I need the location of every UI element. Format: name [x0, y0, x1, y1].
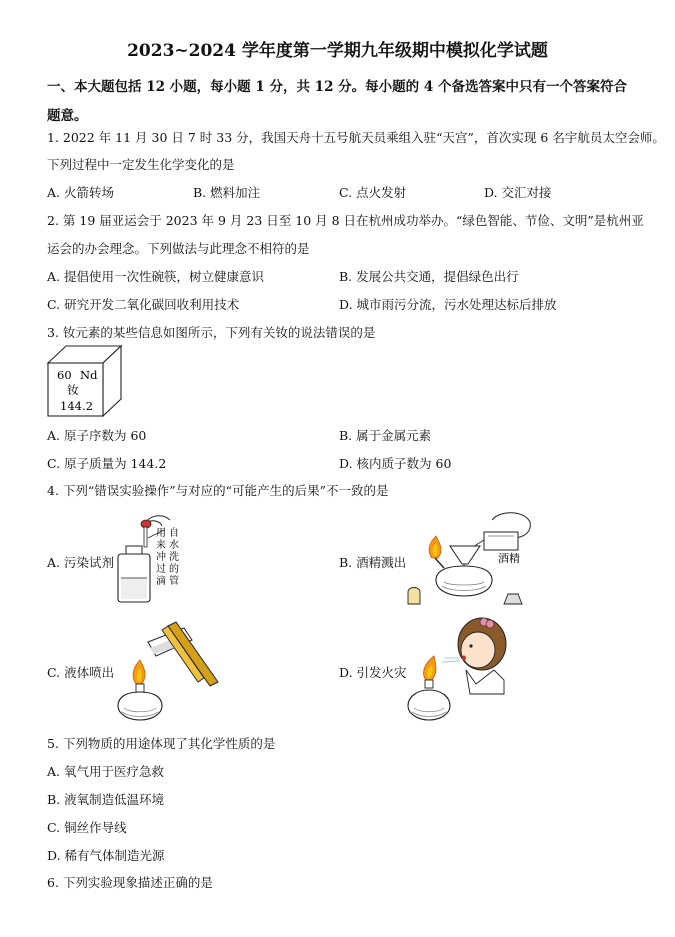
element-symbol: Nd: [80, 368, 98, 382]
q3-option-c: C. 原子质量为 144.2: [47, 456, 167, 471]
q3-stem-line1: 3. 钕元素的某些信息如图所示，下列有关钕的说法错误的是: [47, 325, 376, 340]
q1-stem-line2: 下列过程中一定发生化学变化的是: [47, 157, 235, 172]
q2-stem-line1: 2. 第 19 届亚运会于 2023 年 9 月 23 日至 10 月 8 日在杭州成功举办。“绿色智能、节俭、文明”是杭州亚: [47, 213, 644, 228]
figa-label-3: 来: [156, 540, 166, 551]
q3-option-d: D. 核内质子数为 60: [339, 456, 452, 471]
figa-label-8: 的: [169, 564, 179, 575]
q4-option-a: A. 污染试剂: [47, 555, 114, 570]
section-header-line2: 题意。: [47, 108, 88, 124]
q5-option-d: D. 稀有气体制造光源: [47, 848, 165, 863]
q3-option-a: A. 原子序数为 60: [47, 428, 147, 443]
figa-label-10: 管: [169, 576, 179, 587]
q1-option-c: C. 点火发射: [339, 185, 407, 200]
figa-label-6: 洗: [169, 552, 179, 563]
element-number: 60: [57, 368, 72, 382]
q1-option-a: A. 火箭转场: [47, 185, 114, 200]
q3-option-b: B. 属于金属元素: [339, 428, 432, 443]
figa-label-1: 用: [156, 528, 166, 539]
q2-stem-line2: 运会的办会理念。下列做法与此理念不相符的是: [47, 241, 310, 256]
q1-stem-line1: 1. 2022 年 11 月 30 日 7 时 33 分，我国天舟十五号航天员乘组入驻“天宫”，首次实现 6 名宇航员太空会师。: [47, 130, 665, 145]
q1-option-b: B. 燃料加注: [193, 185, 261, 200]
figure-c-heating-test-tube: [108, 618, 220, 726]
q5-option-b: B. 液氧制造低温环境: [47, 792, 165, 807]
figa-label-5: 冲: [156, 552, 166, 563]
figa-label-4: 水: [169, 540, 179, 551]
q1-option-d: D. 交汇对接: [484, 185, 552, 200]
element-name: 钕: [67, 383, 79, 397]
q2-option-c: C. 研究开发二氧化碳回收利用技术: [47, 297, 240, 312]
q5-option-a: A. 氧气用于医疗急救: [47, 764, 164, 779]
q4-option-c: C. 液体喷出: [47, 665, 115, 680]
figure-d-blowing-lamp: [404, 614, 524, 726]
figb-label-alcohol: 酒精: [498, 552, 520, 565]
q2-option-d: D. 城市雨污分流，污水处理达标后排放: [339, 297, 557, 312]
section-header-line1: 一、本大题包括 12 小题，每小题 1 分，共 12 分。每小题的 4 个备选答案中只有一个答案符合: [47, 79, 627, 95]
q2-option-a: A. 提倡使用一次性碗筷，树立健康意识: [47, 269, 264, 284]
q5-stem-line1: 5. 下列物质的用途体现了其化学性质的是: [47, 736, 276, 751]
element-cell-figure: [47, 345, 123, 417]
figa-label-9: 滴: [156, 576, 166, 587]
figa-label-2: 自: [169, 528, 179, 539]
figa-label-7: 过: [156, 564, 166, 575]
q4-stem-line1: 4. 下列“错误实验操作”与对应的“可能产生的后果”不一致的是: [47, 483, 389, 498]
element-mass: 144.2: [60, 399, 93, 413]
q4-option-d: D. 引发火灾: [339, 665, 407, 680]
q4-option-b: B. 酒精溅出: [339, 555, 407, 570]
q5-option-c: C. 铜丝作导线: [47, 820, 127, 835]
q2-option-b: B. 发展公共交通，提倡绿色出行: [339, 269, 519, 284]
q6-stem-line1: 6. 下列实验现象描述正确的是: [47, 875, 213, 890]
figure-b-alcohol-lamp-funnel: [400, 510, 540, 610]
figure-a-dropper-bottle: [112, 512, 184, 608]
page-title: 2023~2024 学年度第一学期九年级期中模拟化学试题: [127, 41, 548, 61]
